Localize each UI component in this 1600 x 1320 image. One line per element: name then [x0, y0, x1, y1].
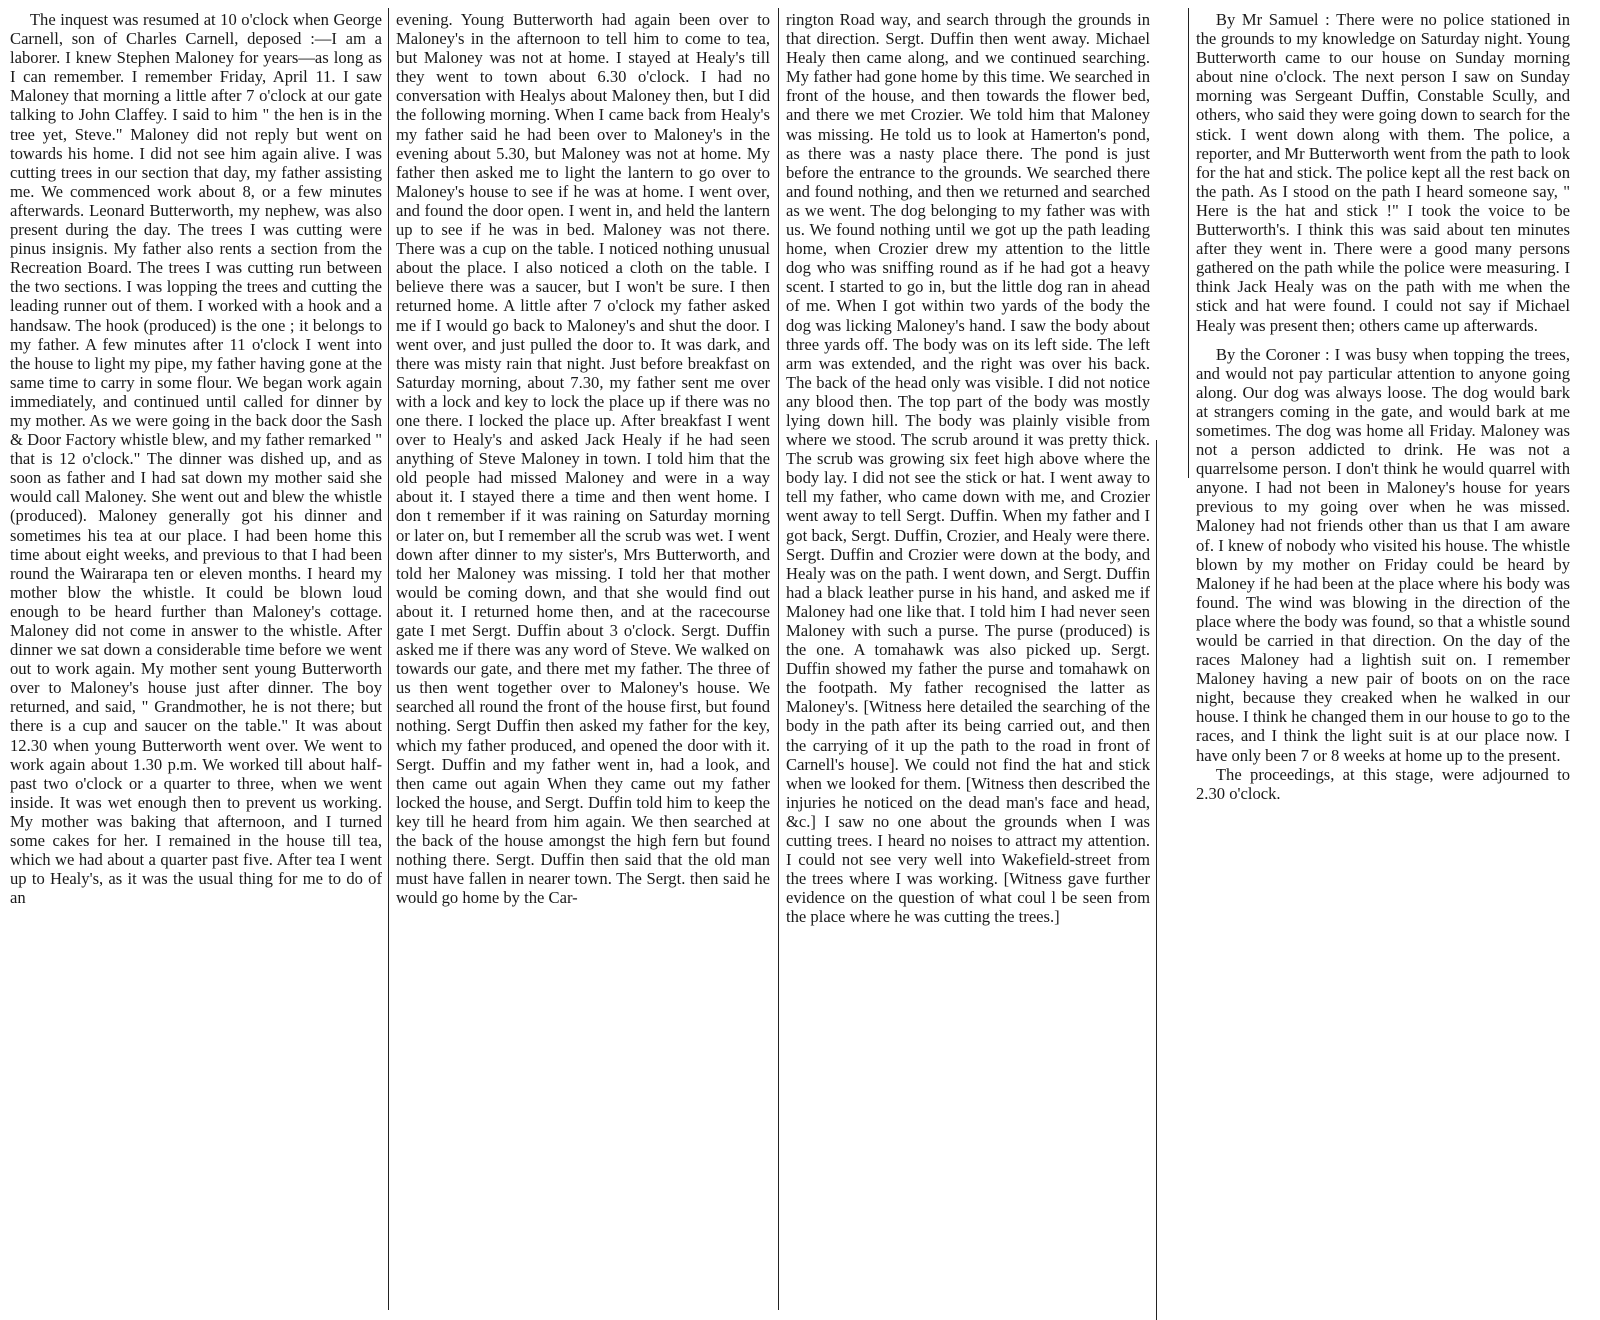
column-rule [778, 8, 779, 1310]
column-rule [388, 8, 389, 1310]
paragraph-cross-examination-coroner: By the Coroner : I was busy when topping the trees, and would not pay particular attention to anyone going along. Our dog was always loose. The dog would bark at strangers coming in the gate, and would bark at me sometimes. The dog was home all Friday. Maloney was not a person addicted to drink. He was not a quarrelsome person. I don't think he would quarrel with anyone. I had not been in Maloney's house for years previous to my going over when he was missed. Maloney had not friends other than us that I am aware of. I knew of nobody who visited his house. The whistle blown by my mother on Friday could be heard by Maloney if he had been at the place where his body was found. The wind was blowing in the direction of the place where the body was found, so that a whistle sound would be carried in that direction. On the day of the races Maloney had a lightish suit on. I remember Maloney having a new pair of boots on on the race night, because they creaked when he walked in our house. I think he changed them in our house to go to the races, and I think the light suit is at our place now. I have only been 7 or 8 weeks at home up to the present. [1196, 344, 1570, 765]
column-2 [396, 10, 770, 1310]
paragraph: evening. Young Butterworth had again been over to Maloney's in the afternoon to tell him to come to tea, but Maloney was not at home. I stayed at Healy's till they went to town about 6.30 o'clock. I had no conversation with Healys about Maloney then, but I did the following morning. When I came back from Healy's my father said he had been over to Maloney's in the evening about 5.30, but Maloney was not at home. My father then asked me to light the lantern to go over to Maloney's house to see if he was at home. I went over, and found the door open. I went in, and held the lantern up to see if he was in bed. Maloney was not there. There was a cup on the table. I noticed nothing unusual about the place. I also noticed a cloth on the table. I believe there was a saucer, but I won't be sure. I then returned home. A little after 7 o'clock my father asked me if I would go back to Maloney's and shut the door. I went over, and just pulled the door to. It was dark, and there was misty rain that night. Just before breakfast on Saturday morning, about 7.30, my father sent me over with a lock and key to lock the place up if there was no one there. I locked the place up. After breakfast I went over to Healy's and asked Jack Healy if he had seen anything of Steve Maloney in town. I told him that the old people had missed Maloney and were in a way about it. I stayed there a time and then went home. I don t remember if it was raining on Saturday morning or later on, but I remember all the scrub was wet. I went down after dinner to my sister's, Mrs Butterworth, and told her Maloney was missing. I told her that mother would be coming down, and that she would find out about it. I returned home then, and at the racecourse gate I met Sergt. Duffin about 3 o'clock. Sergt. Duffin asked me if there was any word of Steve. We walked on towards our gate, and there met my father. The three of us then went together over to Maloney's house. We searched all round the front of the house first, but found nothing. Sergt Duffin then asked my father for the key, which my father produced, and opened the door with it. Sergt. Duffin and my father went in, had a look, and then came out again When they came out my father locked the house, and Sergt. Duffin told him to keep the key till he heard from him again. We then searched at the back of the house amongst the high fern but found nothing there. Sergt. Duffin then said that the old man must have fallen in nearer town. The Sergt. then said he would go home by the Car- [396, 10, 770, 908]
paragraph-adjournment: The proceedings, at this stage, were adjourned to 2.30 o'clock. [1196, 764, 1570, 803]
paragraph-cross-examination-samuel: By Mr Samuel : There were no police stationed in the grounds to my knowledge on Saturday night. Young Butterworth came to our house on Sunday morning about nine o'clock. The next person I saw on Sunday morning was Sergeant Duffin, Constable Scully, and others, who said they were going down to search for the stick. I went down along with them. The police, a reporter, and Mr Butterworth went from the path to look for the hat and stick. The police kept all the rest back on the path. As I stood on the path I heard someone say, " Here is the hat and stick !" I took the voice to be Butterworth's. I think this was said about ten minutes after they went in. There were a good many persons gathered on the path while the police were measuring. I think Jack Healy was on the path with me when the stick and hat were found. I could not say if Michael Healy was present then; others came up afterwards. [1196, 10, 1570, 335]
paragraph: The inquest was resumed at 10 o'clock when George Carnell, son of Charles Carnell, deposed :—I am a laborer. I knew Stephen Maloney for years—as long as I can remember. I remember Friday, April 11. I saw Maloney that morning a little after 7 o'clock at our gate talking to John Claffey. I said to him " the hen is in the tree yet, Steve." Maloney did not reply but went on towards his home. I did not see him again alive. I was cutting trees in our section that day, my father assisting me. We commenced work about 8, or a few minutes afterwards. Leonard Butterworth, my nephew, was also present during the day. The trees I was cutting were pinus insignis. My father also rents a section from the Recreation Board. The trees I was cutting run between the two sections. I was lopping the trees and cutting the leading runner out of them. I worked with a hook and a handsaw. The hook (produced) is the one ; it belongs to my father. A few minutes after 11 o'clock I went into the house to light my pipe, my father having gone at the same time to carry in some flour. We began work again immediately, and continued until called for dinner by my mother. As we were going in the back door the Sash & Door Factory whistle blew, and my father remarked " that is 12 o'clock." The dinner was dished up, and as soon as father and I had sat down my mother said she would call Maloney. She went out and blew the whistle (produced). Maloney generally got his dinner and sometimes his tea at our place. I had been home this time about eight weeks, and previous to that I had been round the Wairarapa ten or eleven months. I heard my mother blow the whistle. It could be blown loud enough to be heard further than Maloney's cottage. Maloney did not come in answer to the whistle. After dinner we sat down a considerable time before we went out to work again. My mother sent young Butterworth over to Maloney's house just after dinner. The boy returned, and said, " Grandmother, he is not there; but there is a cup and saucer on the table." It was about 12.30 when young Butterworth went over. We went to work again about 1.30 p.m. We worked till about half-past two o'clock or a quarter to three, when we went inside. It was wet enough then to prevent us working. My mother was baking that afternoon, and I turned some cakes for her. I remained in the house till tea, which we had about a quarter past five. After tea I went up to Healy's, as it was the usual thing for me to do of an [10, 10, 382, 908]
paragraph: rington Road way, and search through the grounds in that direction. Sergt. Duffin then went away. Michael Healy then came along, and we continued searching. My father had gone home by this time. We searched in front of the house, and then towards the flower bed, and there we met Crozier. We told him that Maloney was missing. He told us to look at Hamerton's pond, as there was a nasty place there. The pond is just before the entrance to the grounds. We searched there and found nothing, and then we returned and searched as we went. The dog belonging to my father was with us. We found nothing until we got up the path leading home, when Crozier drew my attention to the little dog who was sniffing round as if he had got a heavy scent. I started to go in, but the little dog ran in ahead of me. When I got within two yards of the body the dog was licking Maloney's hand. I saw the body about three yards off. The body was on its left side. The left arm was extended, and the right was over his back. The back of the head only was visible. I did not notice any blood then. The top part of the body was mostly lying down hill. The body was plainly visible from where we stood. The scrub around it was pretty thick. The scrub was growing six feet high above where the body lay. I did not see the stick or hat. I went away to tell my father, who came down with me, and Crozier went away to tell Sergt. Duffin. When my father and I got back, Sergt. Duffin, Crozier, and Healy were there. Sergt. Duffin and Crozier were down at the body, and Healy was on the path. I went down, and Sergt. Duffin had a black leather purse in his hand, and asked me if Maloney had one like that. I told him I had never seen Maloney with such a purse. The purse (produced) is the one. A tomahawk was also picked up. Sergt. Duffin showed my father the purse and tomahawk on the footpath. My father recognised the latter as Maloney's. [Witness here detailed the searching of the body in the path after its being carried out, and then the carrying of it up the path to the road in front of Carnell's house]. We could not find the hat and stick when we looked for them. [Witness then described the injuries he noticed on the dead man's face and head, &c.] I saw no one about the grounds when I was cutting trees. I heard no noises to attract my attention. I could not see very well into Wakefield-street from the trees where I was working. [Witness gave further evidence on the question of what coul l be seen from the place where he was cutting the trees.] [786, 10, 1150, 927]
column-rule [1188, 8, 1189, 478]
column-1 [10, 10, 382, 1310]
column-4 [1196, 10, 1570, 1310]
column-3 [786, 10, 1150, 1310]
column-rule [1156, 440, 1157, 1320]
